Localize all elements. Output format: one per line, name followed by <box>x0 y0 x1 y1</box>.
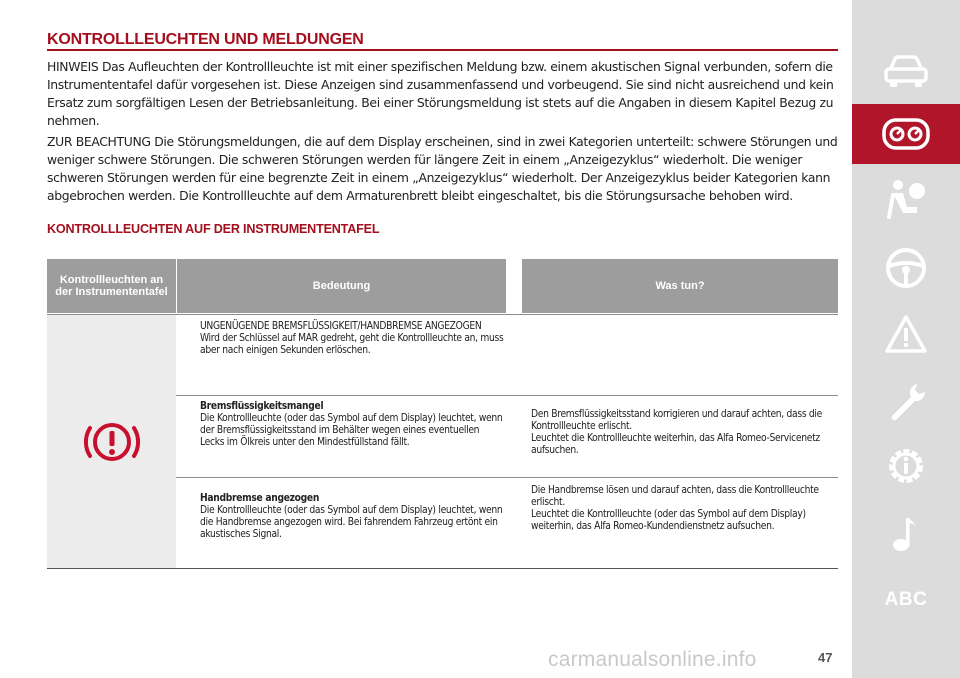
row-line: Wird der Schlüssel auf MAR gedreht, geht die Kontrollleuchte an, muss aber nach einigen Sekunden erlöschen. <box>200 333 504 356</box>
header-meaning: Bedeutung <box>177 259 506 313</box>
sidebar-item-safety[interactable] <box>852 170 960 230</box>
sidebar-item-driving[interactable] <box>852 238 960 298</box>
row-heading: Bremsflüssigkeitsmangel <box>200 401 324 412</box>
row-line: Die Kontrollleuchte (oder das Symbol auf dem Display) leuchtet, wenn die Handbremse angezogen wird. Bei fahrendem Fahrzeug ertönt ein akustisches Signal. <box>200 505 503 540</box>
row-meaning <box>200 321 505 357</box>
action-line: Die Handbremse lösen und darauf achten, dass die Kontrollleuchte erlischt. <box>531 485 819 508</box>
note-paragraph: HINWEIS Das Aufleuchten der Kontrollleuchte ist mit einer spezifischen Meldung bzw. einem akustischen Signal verbunden, sofern die Instrumententafel dafür vorgesehen ist. Diese Anzeigen sind zusammenfassend und vorbeugend. Sie sind nicht ausreichend und kein Ersatz zum sorgfältigen Lesen der Betriebsanleitung. Bei einer Störungsmeldung ist stets auf die Angaben in diesem Kapitel Bezug zu nehmen. <box>47 59 834 128</box>
warning-light-table <box>47 259 838 540</box>
table-header <box>47 259 838 313</box>
brake-warning-icon <box>82 412 142 472</box>
row-action <box>531 485 836 533</box>
page-title: KONTROLLLEUCHTEN UND MELDUNGEN <box>47 31 364 48</box>
row-heading: Handbremse angezogen <box>200 493 320 504</box>
sidebar-item-maintenance[interactable] <box>852 372 960 432</box>
row-divider <box>176 395 838 396</box>
action-line: Leuchtet die Kontrollleuchte (oder das Symbol auf dem Display) weiterhin, das Alfa Romeo-Kundendienstnetz aufsuchen. <box>531 509 806 532</box>
sidebar-item-technical-data[interactable] <box>852 436 960 496</box>
action-line: Leuchtet die Kontrollleuchte weiterhin, das Alfa Romeo-Servicenetz aufsuchen. <box>531 433 820 456</box>
row-divider <box>176 477 838 478</box>
row-meaning <box>200 493 505 541</box>
icon-cell <box>47 315 176 569</box>
car-icon <box>882 50 930 90</box>
sidebar-item-vehicle[interactable] <box>852 40 960 100</box>
index-abc-icon: ABC <box>884 589 928 610</box>
warning-triangle-icon <box>883 313 929 355</box>
title-underline <box>47 49 838 51</box>
action-line: Den Bremsflüssigkeitsstand korrigieren und darauf achten, dass die Kontrollleuchte erlischt. <box>531 409 823 432</box>
row-action <box>531 409 836 457</box>
sidebar-item-dashboard[interactable] <box>852 104 960 164</box>
seat-airbag-icon <box>883 177 929 223</box>
dashboard-icon <box>881 117 931 151</box>
section-title: KONTROLLLEUCHTEN AUF DER INSTRUMENTENTAFEL <box>47 222 380 236</box>
row-meaning <box>200 401 505 449</box>
table-bottom-rule <box>47 568 838 569</box>
steering-wheel-icon <box>884 246 928 290</box>
sidebar-item-emergency[interactable] <box>852 304 960 364</box>
table-row <box>176 317 838 395</box>
sidebar-item-index[interactable] <box>852 570 960 630</box>
info-gear-icon <box>883 443 929 489</box>
sidebar-item-multimedia[interactable] <box>852 504 960 564</box>
watermark: carmanualsonline.info <box>548 648 757 671</box>
row-line: Die Kontrollleuchte (oder das Symbol auf dem Display) leuchtet, wenn der Bremsflüssigkeitsstand im Behälter wegen eines eventuellen Lecks im Ölkreis unter den Mindestfüllstand fällt. <box>200 413 503 448</box>
caution-paragraph: ZUR BEACHTUNG Die Störungsmeldungen, die auf dem Display erscheinen, sind in zwei Kategorien unterteilt: schwere Störungen und weniger schwere Störungen. Die schweren Störungen werden für längere Zeit in einem „Anzeigezyklus“ wiederholt. Die weniger schweren Störungen werden für eine begrenzte Zeit in einem „Anzeigezyklus“ wiederholt. Der Anzeigezyklus beider Kategorien kann abgebrochen werden. Die Kontrollleuchte auf dem Armaturenbrett bleibt eingeschaltet, bis die Störungsursache behoben wird. <box>47 134 838 203</box>
music-note-icon <box>886 512 926 556</box>
header-warning-lights: Kontrollleuchten an der Instrumententafel <box>47 259 176 313</box>
header-what-to-do: Was tun? <box>522 259 838 313</box>
chapter-sidebar <box>852 0 960 678</box>
table-row <box>176 479 838 569</box>
row-line: UNGENÜGENDE BREMSFLÜSSIGKEIT/HANDBREMSE ANGEZOGEN <box>200 321 482 332</box>
wrench-icon <box>884 380 928 424</box>
page-number: 47 <box>818 650 833 665</box>
table-row <box>176 397 838 477</box>
